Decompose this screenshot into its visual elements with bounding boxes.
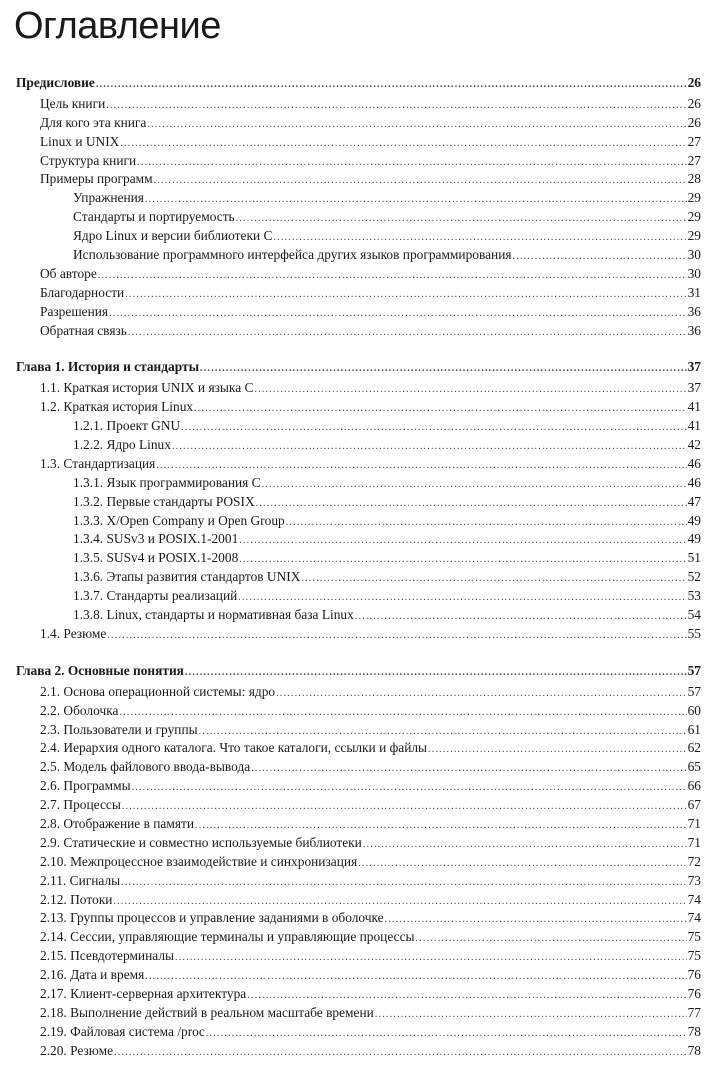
toc-section-entry[interactable] — [16, 152, 701, 171]
toc-page-number: 47 — [687, 493, 701, 509]
toc-page-number: 67 — [687, 797, 701, 813]
toc-leader-dots — [98, 267, 687, 284]
toc-page-number: 51 — [687, 550, 701, 566]
toc-section-entry[interactable] — [16, 683, 701, 702]
toc-subsection-entry[interactable] — [16, 493, 701, 512]
toc-entry-title: 2.18. Выполнение действий в реальном масштабе времени — [40, 1004, 374, 1020]
toc-leader-dots — [122, 798, 687, 815]
toc-leader-dots — [239, 532, 686, 549]
toc-page-number: 53 — [687, 588, 701, 604]
toc-entry-title: 1.3. Стандартизация — [40, 455, 156, 471]
toc-chapter — [16, 358, 701, 643]
toc-page-number: 78 — [687, 1023, 701, 1039]
toc-section-entry[interactable] — [16, 834, 701, 853]
toc-leader-dots — [96, 76, 687, 93]
toc-page-number: 61 — [687, 721, 701, 737]
toc-leader-dots — [194, 400, 687, 417]
toc-leader-dots — [120, 135, 686, 152]
toc-subsection-entry[interactable] — [16, 227, 701, 246]
toc-section-entry[interactable] — [16, 985, 701, 1004]
toc-entry-title: 2.16. Дата и время — [40, 967, 145, 983]
toc-entry-title: 2.6. Программы — [40, 778, 131, 794]
toc-entry-title: 2.13. Группы процессов и управление заданиями в оболочке — [40, 910, 384, 926]
toc-section-entry[interactable] — [16, 872, 701, 891]
toc-leader-dots — [181, 419, 686, 436]
toc-chapter — [16, 662, 701, 1061]
toc-entry-title: 2.10. Межпроцессное взаимодействие и синхронизация — [40, 853, 358, 869]
toc-subsection-entry[interactable] — [16, 436, 701, 455]
toc-section-entry[interactable] — [16, 379, 701, 398]
toc-page-number: 37 — [687, 359, 701, 375]
toc-leader-dots — [416, 930, 687, 947]
toc-leader-dots — [147, 116, 686, 133]
toc-page-number: 29 — [687, 228, 701, 244]
toc-page-number: 57 — [687, 662, 701, 678]
toc-entry-title: 2.20. Резюме — [40, 1042, 114, 1058]
toc-entry-title: 2.8. Отображение в памяти — [40, 815, 194, 831]
toc-page-number: 41 — [687, 418, 701, 434]
toc-entry-title: 2.19. Файловая система /proc — [40, 1023, 205, 1039]
toc-section-entry[interactable] — [16, 966, 701, 985]
toc-section-entry[interactable] — [16, 777, 701, 796]
toc-page-number: 27 — [687, 133, 701, 149]
toc-leader-dots — [238, 589, 686, 606]
toc-section-entry[interactable] — [16, 721, 701, 740]
toc-entry-title: 1.3.2. Первые стандарты POSIX — [73, 493, 255, 509]
toc-page-number: 60 — [687, 702, 701, 718]
toc-page-number: 46 — [687, 455, 701, 471]
toc-entry-title: 1.1. Краткая история UNIX и языка C — [40, 380, 254, 396]
toc-leader-dots — [200, 360, 687, 377]
toc-leader-dots — [156, 457, 686, 474]
toc-leader-dots — [195, 817, 687, 834]
toc-entry-title: 2.5. Модель файлового ввода-вывода — [40, 759, 251, 775]
toc-entry-title: 1.3.8. Linux, стандарты и нормативная база Linux — [73, 607, 354, 623]
toc-entry-title: Упражнения — [73, 190, 144, 206]
toc-entry-title: Стандарты и портируемость — [73, 209, 235, 225]
toc-leader-dots — [107, 627, 686, 644]
toc-subsection-entry[interactable] — [16, 606, 701, 625]
toc-leader-dots — [273, 229, 686, 246]
toc-entry-title: 1.3.7. Стандарты реализаций — [73, 588, 238, 604]
toc-entry-title: 2.7. Процессы — [40, 797, 121, 813]
toc-leader-dots — [247, 987, 686, 1004]
toc-chapter-heading[interactable] — [16, 358, 701, 377]
toc-leader-dots — [363, 836, 687, 853]
toc-entry-title: Для кого эта книга — [40, 114, 147, 130]
toc-chapter-heading[interactable] — [16, 662, 701, 681]
toc-leader-dots — [175, 949, 687, 966]
toc-section-entry[interactable] — [16, 909, 701, 928]
toc-leader-dots — [145, 191, 687, 208]
toc-page-number: 65 — [687, 759, 701, 775]
toc-entry-title: 2.15. Псевдотерминалы — [40, 948, 175, 964]
toc-leader-dots — [385, 911, 687, 928]
toc-leader-dots — [251, 760, 686, 777]
toc-entry-title: Цель книги — [40, 95, 106, 111]
toc-section-entry[interactable] — [16, 853, 701, 872]
toc-entry-title: 2.4. Иерархия одного каталога. Что такое каталоги, ссылки и файлы — [40, 740, 428, 756]
toc-section-entry[interactable] — [16, 284, 701, 303]
toc-leader-dots — [119, 704, 686, 721]
toc-section-entry[interactable] — [16, 322, 701, 341]
toc-leader-dots — [428, 741, 687, 758]
toc-entry-title: Об авторе — [40, 265, 97, 281]
toc-leader-dots — [113, 893, 686, 910]
toc-page-number: 41 — [687, 399, 701, 415]
toc-page-number: 36 — [687, 322, 701, 338]
toc-subsection-entry[interactable] — [16, 417, 701, 436]
toc-leader-dots — [206, 1025, 687, 1042]
toc-page-number: 36 — [687, 303, 701, 319]
toc-entry-title: 1.2.2. Ядро Linux — [73, 437, 171, 453]
toc-subsection-entry[interactable] — [16, 474, 701, 493]
toc-section-entry[interactable] — [16, 133, 701, 152]
toc-page-number: 26 — [687, 75, 701, 90]
toc-page-number: 30 — [687, 265, 701, 281]
toc-leader-dots — [109, 305, 687, 322]
toc-leader-dots — [358, 855, 686, 872]
toc-page-number: 77 — [687, 1004, 701, 1020]
toc-subsection-entry[interactable] — [16, 549, 701, 568]
toc-subsection-entry[interactable] — [16, 512, 701, 531]
toc-section-entry[interactable] — [16, 398, 701, 417]
toc-page-number: 74 — [687, 910, 701, 926]
toc-entry-title: Структура книги — [40, 152, 137, 168]
toc-page-number: 37 — [687, 380, 701, 396]
toc-section-entry[interactable] — [16, 928, 701, 947]
toc-section-entry[interactable] — [16, 170, 701, 189]
toc-leader-dots — [375, 1006, 687, 1023]
toc-page-number: 52 — [687, 569, 701, 585]
toc-entry-title: Ядро Linux и версии библиотеки C — [73, 228, 273, 244]
toc-page-number: 42 — [687, 437, 701, 453]
toc-entry-title: 2.11. Сигналы — [40, 872, 121, 888]
toc-page-number: 31 — [687, 284, 701, 300]
toc-entry-title: 1.2. Краткая история Linux — [40, 399, 194, 415]
toc-page-number: 75 — [687, 948, 701, 964]
toc-entry-title: Использование программного интерфейса других языков программирования — [73, 247, 512, 263]
toc-page-number: 54 — [687, 607, 701, 623]
toc-subsection-entry[interactable] — [16, 208, 701, 227]
toc-leader-dots — [121, 874, 686, 891]
toc-leader-dots — [301, 570, 686, 587]
toc-leader-dots — [185, 664, 687, 681]
table-of-contents — [16, 74, 701, 1061]
toc-page-number: 73 — [687, 872, 701, 888]
toc-entry-title: Linux и UNIX — [40, 133, 120, 149]
toc-entry-title: 2.2. Оболочка — [40, 702, 119, 718]
toc-page-number: 76 — [687, 967, 701, 983]
toc-entry-title: 2.3. Пользователи и группы — [40, 721, 198, 737]
toc-page-number: 49 — [687, 531, 701, 547]
toc-page-number: 76 — [687, 985, 701, 1001]
page-title: Оглавление — [14, 5, 221, 47]
toc-page-number: 27 — [687, 152, 701, 168]
toc-leader-dots — [199, 723, 687, 740]
toc-chapter-title: Предисловие — [16, 75, 95, 90]
toc-page-number: 78 — [687, 1042, 701, 1058]
toc-page-number: 29 — [687, 209, 701, 225]
toc-entry-title: 2.9. Статические и совместно используемые библиотеки — [40, 834, 362, 850]
toc-entry-title: 1.3.6. Этапы развития стандартов UNIX — [73, 569, 301, 585]
toc-entry-title: 1.4. Резюме — [40, 625, 107, 641]
toc-leader-dots — [513, 248, 687, 265]
toc-entry-title: Благодарности — [40, 284, 125, 300]
toc-leader-dots — [262, 476, 687, 493]
toc-leader-dots — [132, 779, 687, 796]
toc-section-entry[interactable] — [16, 758, 701, 777]
toc-section-entry[interactable] — [16, 265, 701, 284]
toc-page-number: 30 — [687, 247, 701, 263]
toc-leader-dots — [106, 97, 686, 114]
toc-page-number: 71 — [687, 834, 701, 850]
toc-entry-title: 1.3.3. X/Open Company и Open Group — [73, 512, 285, 528]
toc-subsection-entry[interactable] — [16, 246, 701, 265]
toc-entry-title: 2.17. Клиент-серверная архитектура — [40, 985, 247, 1001]
toc-page-number: 75 — [687, 929, 701, 945]
toc-page-number: 29 — [687, 190, 701, 206]
toc-page-number: 49 — [687, 512, 701, 528]
toc-entry-title: 1.3.1. Язык программирования C — [73, 474, 261, 490]
toc-subsection-entry[interactable] — [16, 568, 701, 587]
toc-section-entry[interactable] — [16, 796, 701, 815]
toc-section-entry[interactable] — [16, 739, 701, 758]
toc-section-entry[interactable] — [16, 455, 701, 474]
toc-section-entry[interactable] — [16, 114, 701, 133]
toc-subsection-entry[interactable] — [16, 530, 701, 549]
toc-subsection-entry[interactable] — [16, 189, 701, 208]
toc-leader-dots — [172, 438, 687, 455]
toc-page-number: 26 — [687, 114, 701, 130]
toc-page-number: 72 — [687, 853, 701, 869]
toc-section-entry[interactable] — [16, 891, 701, 910]
toc-section-entry[interactable] — [16, 947, 701, 966]
toc-leader-dots — [145, 968, 686, 985]
toc-page-number: 26 — [687, 95, 701, 111]
toc-entry-title: Обратная связь — [40, 322, 127, 338]
toc-chapter-title: Глава 2. Основные понятия — [16, 662, 184, 678]
toc-section-entry[interactable] — [16, 95, 701, 114]
toc-section-entry[interactable] — [16, 702, 701, 721]
toc-leader-dots — [254, 381, 686, 398]
toc-page-number: 71 — [687, 815, 701, 831]
toc-entry-title: 2.14. Сессии, управляющие терминалы и управляющие процессы — [40, 929, 415, 945]
toc-chapter-heading[interactable] — [16, 74, 701, 93]
toc-leader-dots — [154, 172, 687, 189]
toc-subsection-entry[interactable] — [16, 587, 701, 606]
toc-entry-title: 1.3.4. SUSv3 и POSIX.1-2001 — [73, 531, 239, 547]
toc-leader-dots — [137, 154, 686, 171]
toc-leader-dots — [276, 685, 687, 702]
toc-chapter — [16, 74, 701, 340]
toc-leader-dots — [256, 495, 687, 512]
toc-section-entry[interactable] — [16, 625, 701, 644]
toc-page-number: 57 — [687, 683, 701, 699]
toc-page-number: 74 — [687, 891, 701, 907]
toc-entry-title: 1.3.5. SUSv4 и POSIX.1-2008 — [73, 550, 239, 566]
toc-entry-title: Разрешения — [40, 303, 109, 319]
toc-leader-dots — [114, 1044, 687, 1061]
toc-page-number: 46 — [687, 474, 701, 490]
toc-chapter-title: Глава 1. История и стандарты — [16, 359, 200, 375]
toc-entry-title: Примеры программ — [40, 171, 153, 187]
toc-leader-dots — [239, 551, 686, 568]
toc-page-number: 62 — [687, 740, 701, 756]
toc-section-entry[interactable] — [16, 1042, 701, 1061]
toc-leader-dots — [236, 210, 687, 227]
toc-page-number: 28 — [687, 171, 701, 187]
toc-section-entry[interactable] — [16, 815, 701, 834]
toc-entry-title: 2.12. Потоки — [40, 891, 113, 907]
toc-leader-dots — [286, 514, 687, 531]
toc-leader-dots — [128, 324, 687, 341]
toc-leader-dots — [125, 286, 686, 303]
toc-page-number: 66 — [687, 778, 701, 794]
toc-section-entry[interactable] — [16, 1023, 701, 1042]
toc-section-entry[interactable] — [16, 303, 701, 322]
toc-page-number: 55 — [687, 625, 701, 641]
toc-entry-title: 1.2.1. Проект GNU — [73, 418, 181, 434]
toc-section-entry[interactable] — [16, 1004, 701, 1023]
toc-entry-title: 2.1. Основа операционной системы: ядро — [40, 683, 276, 699]
toc-leader-dots — [355, 608, 687, 625]
